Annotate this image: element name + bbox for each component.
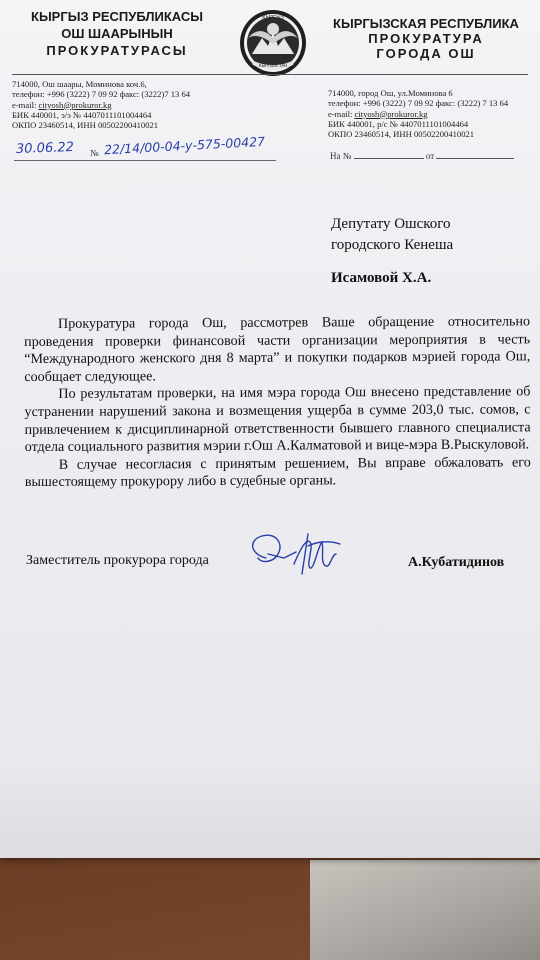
email-link[interactable]: cityosh@prokuror.kg <box>354 108 428 119</box>
signatory-title: Заместитель прокурора города <box>26 553 209 568</box>
emblem-ribbon-text: КЫРГЫЗСТАН <box>258 63 288 68</box>
header-kyrgyz-line1: КЫРГЫЗ РЕСПУБЛИКАСЫ <box>31 9 203 24</box>
addressee-block <box>331 214 453 256</box>
header-kyrgyz <box>12 8 222 59</box>
handwritten-signature-icon <box>244 524 364 584</box>
header-russian-line3: ГОРОДА ОШ <box>376 46 476 61</box>
header-divider <box>12 74 528 75</box>
address-kyrgyz-line4: БИК 440001, э/э № 4407011101004464 <box>12 109 152 120</box>
reference-date-blank <box>436 150 514 159</box>
reference-number-blank <box>354 150 424 159</box>
handwritten-outgoing-number: 22/14/00-04-у-575-00427 <box>103 133 266 158</box>
outgoing-number-mark: № <box>90 148 99 158</box>
address-kyrgyz-email-line <box>12 100 190 110</box>
header-russian-line1: КЫРГЫЗСКАЯ РЕСПУБЛИКА <box>333 16 519 31</box>
address-russian-line4: БИК 440001, р/с № 4407011101004464 <box>328 118 469 129</box>
address-kyrgyz <box>12 79 190 130</box>
kyrgyz-state-emblem-icon <box>238 8 308 78</box>
handwritten-date: 30.06.22 <box>15 139 75 158</box>
emblem-arc-text: КЫРГЫЗ <box>262 15 284 21</box>
address-russian <box>328 88 508 139</box>
paper-shading <box>0 760 540 858</box>
cloth-corner <box>310 860 540 960</box>
address-kyrgyz-line5: ОКПО 23460514, ИНН 00502200410021 <box>12 120 159 131</box>
email-link[interactable]: cityosh@prokuror.kg <box>38 99 112 110</box>
body-paragraph-3: В случае несогласия с принятым решением, Вы вправе обжаловать его вышестоящему прокурору либо в судебные органы. <box>24 454 531 491</box>
email-prefix: e-mail: <box>328 108 355 119</box>
outgoing-number-underline <box>14 160 276 161</box>
address-russian-line5: ОКПО 23460514, ИНН 00502200410021 <box>328 129 475 140</box>
signatory-name: А.Кубатидинов <box>408 555 505 570</box>
address-russian-email-line <box>328 109 508 119</box>
addressee-name: Исамовой Х.А. <box>331 270 432 286</box>
header-kyrgyz-line3: ПРОКУРАТУРАСЫ <box>46 43 188 58</box>
reference-number-label: На № <box>330 151 352 161</box>
address-russian-line2: телефон: +996 (3222) 7 09 92 факс: (3222) 7 13 64 <box>328 98 509 109</box>
body-paragraph-2: По результатам проверки, на имя мэра города Ош внесено представление об устранении нарушений закона и возмещения ущерба в сумме 203,0 тыс. сомов, с привлечением к дисциплинарной ответственности бывшего главного специалиста отдела социального развития мэрии г.Ош А.Калматовой и вице-мэра В.Рыскуловой. <box>24 383 531 456</box>
address-kyrgyz-line2: телефон: +996 (3222) 7 09 92 факс: (3222)7 13 64 <box>12 89 191 100</box>
addressee-line1: Депутату Ошского <box>331 216 451 232</box>
reference-date-label: от <box>425 151 435 161</box>
letter-body <box>24 313 531 492</box>
address-russian-line1: 714000, город Ош, ул.Моминова 6 <box>328 88 453 98</box>
header-kyrgyz-line2: ОШ ШААРЫНЫН <box>61 26 173 41</box>
body-paragraph-1: Прокуратура города Ош, рассмотрев Ваше обращение относительно проведения проверки финансовой части организации мероприятия в честь “Международного женского дня 8 марта” и покупки подарков мэрией города Ош, сообщает следующее. <box>24 313 531 385</box>
email-prefix: e-mail: <box>12 99 39 110</box>
reference-line <box>330 150 514 161</box>
header-russian-line2: ПРОКУРАТУРА <box>368 31 484 46</box>
addressee-line2: городского Кенеша <box>331 237 454 253</box>
header-russian <box>326 16 526 61</box>
address-kyrgyz-line1: 714000, Ош шаары, Моминова коч.6, <box>12 79 147 89</box>
